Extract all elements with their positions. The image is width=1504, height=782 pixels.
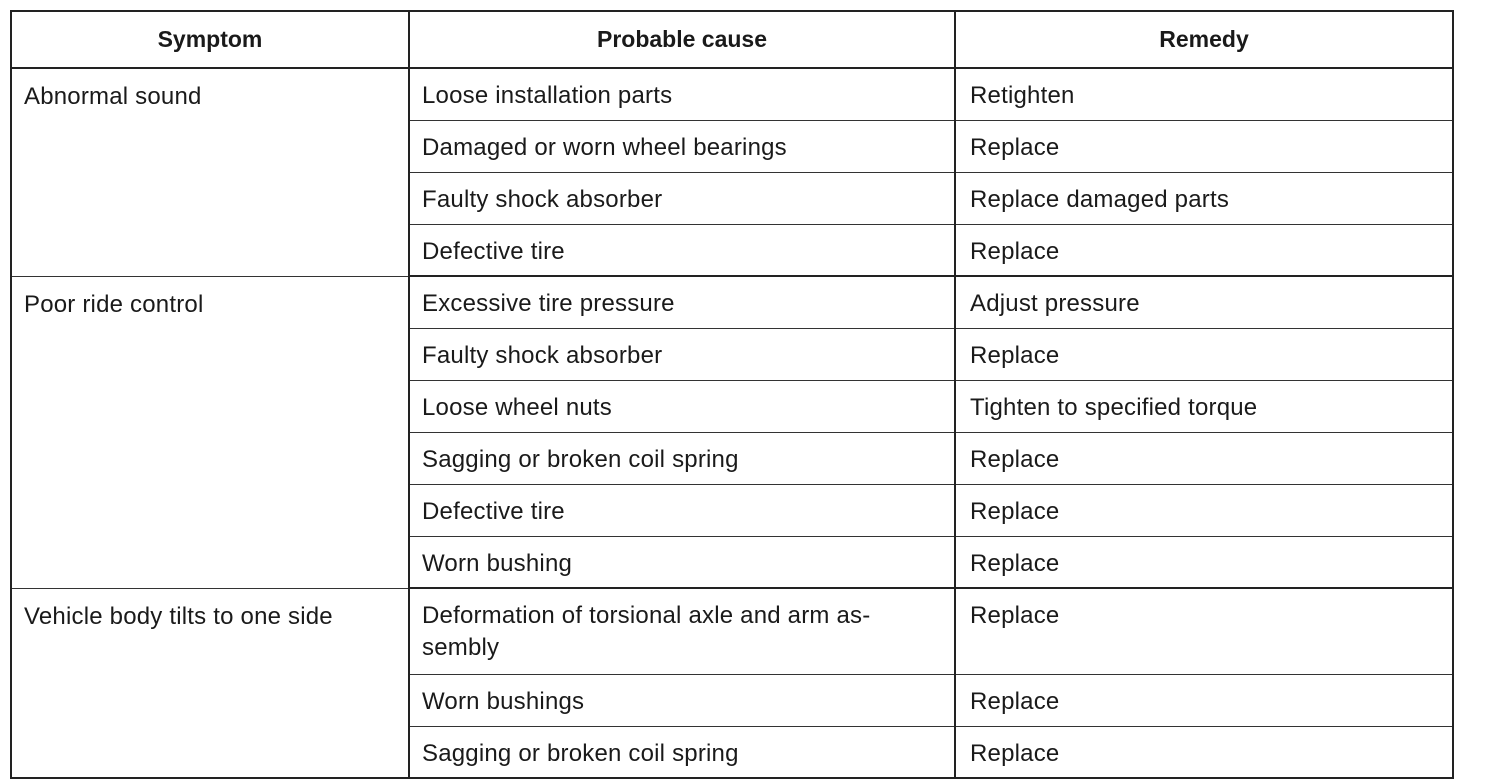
remedy-cell: Retighten [955,68,1453,120]
cause-cell: Sagging or broken coil spring [409,432,955,484]
cause-cell: Defective tire [409,224,955,276]
cause-cell: Loose wheel nuts [409,380,955,432]
cause-cell: Worn bushings [409,674,955,726]
remedy-cell: Replace [955,536,1453,588]
remedy-cell: Adjust pressure [955,276,1453,328]
header-symptom: Symptom [11,11,409,68]
remedy-cell: Replace [955,120,1453,172]
symptom-cell: Poor ride control [11,276,409,588]
remedy-cell: Replace [955,484,1453,536]
troubleshooting-table-container [10,10,1452,779]
cause-cell: Sagging or broken coil spring [409,726,955,778]
cause-cell: Faulty shock absorber [409,328,955,380]
cause-cell: Loose installation parts [409,68,955,120]
header-remedy: Remedy [955,11,1453,68]
remedy-cell: Replace [955,432,1453,484]
cause-cell: Defective tire [409,484,955,536]
table-row [11,588,1453,674]
troubleshooting-table [10,10,1454,779]
table-row [11,68,1453,120]
cause-cell: Worn bushing [409,536,955,588]
remedy-cell: Replace [955,726,1453,778]
table-row [11,276,1453,328]
cause-cell: Damaged or worn wheel bearings [409,120,955,172]
remedy-cell: Replace [955,674,1453,726]
remedy-cell: Tighten to specified torque [955,380,1453,432]
remedy-cell: Replace [955,588,1453,674]
header-probable-cause: Probable cause [409,11,955,68]
cause-cell: Deformation of torsional axle and arm as-sembly [409,588,955,674]
remedy-cell: Replace damaged parts [955,172,1453,224]
cause-cell: Excessive tire pressure [409,276,955,328]
remedy-cell: Replace [955,224,1453,276]
remedy-cell: Replace [955,328,1453,380]
cause-cell: Faulty shock absorber [409,172,955,224]
symptom-cell: Vehicle body tilts to one side [11,588,409,778]
header-row [11,11,1453,68]
symptom-cell: Abnormal sound [11,68,409,276]
